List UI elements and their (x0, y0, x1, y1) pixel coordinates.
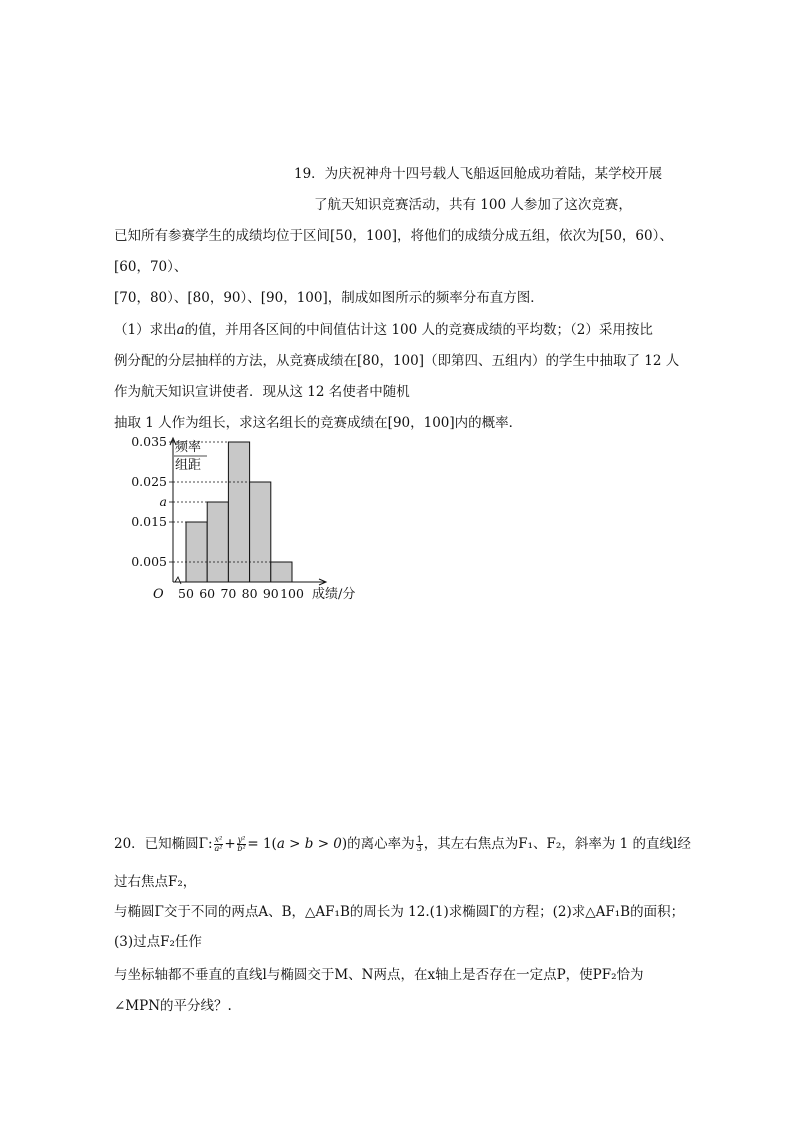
q20-line-1-rest: ，其左右焦点为F₁、F₂，斜率为 1 的直线l经 (423, 836, 691, 852)
condition: a > b > 0 (276, 836, 342, 852)
y-tick-label-3: a (159, 494, 167, 509)
histogram-bar-1 (186, 522, 207, 582)
frac-den: 3 (416, 844, 422, 853)
q20-line-6: ∠MPN的平分线？. (114, 998, 232, 1014)
y-tick-label-4: 0.015 (131, 514, 167, 529)
q19-line-1: 19．为庆祝神舟十四号载人飞船返回舱成功着陆，某学校开展 (294, 166, 663, 182)
y-axis-label-bottom: 组距 (175, 458, 202, 473)
q19-line-7: 例分配的分层抽样的方法，从竞赛成绩在[80，100]（即第四、五组内）的学生中抽取了 12 人 (114, 353, 680, 369)
fraction-x2-a2 (214, 836, 224, 853)
x-axis-label: 成绩/分 (312, 587, 356, 602)
y-tick-label-1: 0.035 (131, 434, 167, 449)
q20-intro: 20．已知椭圆Γ: (114, 836, 213, 852)
q20-line-3: 与椭圆Γ交于不同的两点A、B，△AF₁B的周长为 12.(1)求椭圆Γ的方程；(2)求△AF₁B的面积； (114, 904, 685, 920)
q19-line-5: [70，80）、[80，90）、[90，100]，制成如图所示的频率分布直方图． (114, 290, 544, 306)
q19-line-2: 了航天知识竞赛活动，共有 100 人参加了这次竞赛， (314, 197, 632, 213)
x-tick-label-90: 90 (262, 586, 279, 601)
frac-num: y² (237, 835, 246, 844)
axis-break-mark (175, 577, 181, 584)
q20-line-4: (3)过点F₂任作 (114, 934, 202, 950)
x-tick-label-50: 50 (178, 586, 194, 601)
x-tick-label-70: 70 (220, 586, 237, 601)
y-tick-label-5: 0.005 (131, 554, 167, 569)
frac-den: b² (237, 844, 246, 853)
frac-den: a² (214, 844, 223, 853)
frac-num: 1 (416, 835, 422, 844)
histogram-bar-4 (250, 482, 271, 582)
q19-part1-rest: 的值，并用各区间的中间值估计这 100 人的竞赛成绩的平均数；（2）采用按比 (184, 322, 653, 338)
fraction-y2-b2 (237, 836, 247, 853)
origin-label: O (153, 587, 164, 602)
plus-sign: + (224, 836, 236, 852)
y-tick-label-2: 0.025 (131, 474, 167, 489)
histogram-bar-5 (271, 562, 292, 582)
x-tick-label-100: 100 (280, 586, 304, 601)
q20-line-5: 与坐标轴都不垂直的直线l与椭圆交于M、N两点，在x轴上是否存在一定点P，使PF₂恰为 (114, 967, 644, 983)
variable-a: a (176, 322, 185, 338)
q20-line-2: 过右焦点F₂， (114, 874, 197, 890)
histogram-bar-3 (228, 442, 249, 582)
histogram-bar-2 (207, 502, 228, 582)
q19-line-3: 已知所有参赛学生的成绩均位于区间[50，100]，将他们的成绩分成五组，依次为[50，60）、 (114, 228, 673, 244)
q19-line-9: 抽取 1 人作为组长，求这名组长的竞赛成绩在[90，100]内的概率． (114, 415, 523, 431)
q19-line-8: 作为航天知识宣讲使者．现从这 12 名使者中随机 (114, 384, 410, 400)
x-tick-label-60: 60 (199, 586, 216, 601)
y-axis-label-top: 频率 (175, 440, 202, 455)
x-tick-label-80: 80 (241, 586, 258, 601)
frequency-histogram (118, 434, 368, 606)
q19-line-6 (114, 321, 653, 339)
frac-num: x² (214, 835, 223, 844)
fraction-one-third (416, 836, 423, 853)
q19-line-4: [60，70）、 (114, 259, 188, 275)
eccentricity-text: )的离心率为 (341, 836, 415, 852)
q19-part1-prefix: （1）求出 (114, 322, 177, 338)
equals-one: = 1( (247, 836, 277, 852)
q20-line-1 (114, 835, 691, 853)
